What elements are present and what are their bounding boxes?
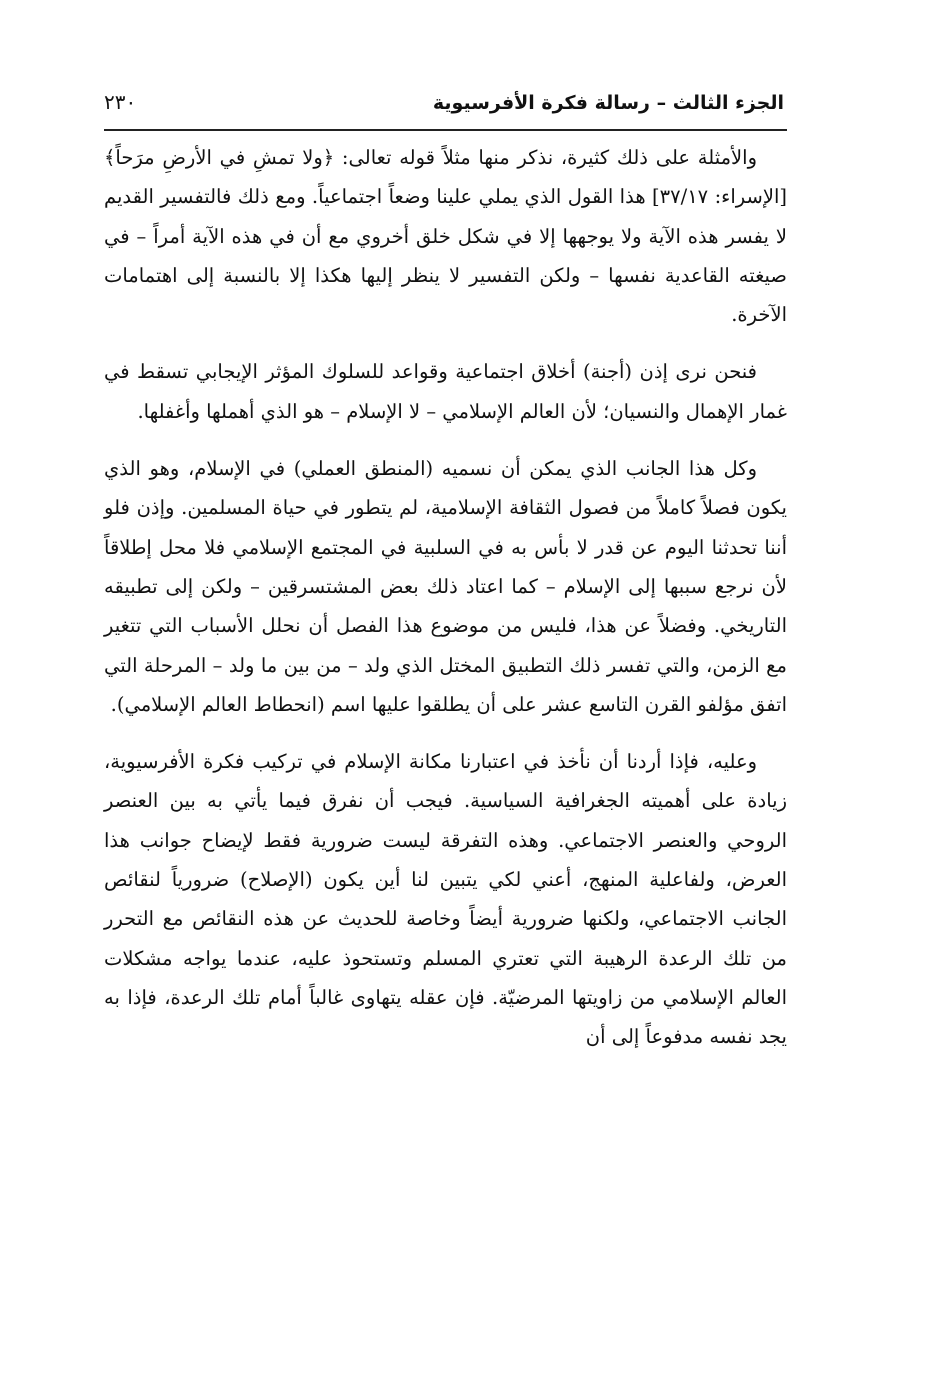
- paragraph-2: فنحن نرى إذن (أجنة) أخلاق اجتماعية وقواعد للسلوك المؤثر الإيجابي تسقط في غمار الإهمال والنسيان؛ لأن العالم الإسلامي – لا الإسلام – هو الذي أهملها وأغفلها.: [104, 360, 787, 423]
- paragraph-4: وعليه، فإذا أردنا أن نأخذ في اعتبارنا مكانة الإسلام في تركيب فكرة الأفرسيوية، زيادة على أهميته الجغرافية السياسية. فيجب أن نفرق فيما يأتي به بين العنصر الروحي والعنصر الاجتماعي. وهذه التفرقة ليست ضرورية فقط لإيضاح جوانب هذا العرض، ولفاعلية المنهج، أعني لكي يتبين لنا أين يكون (الإصلاح) ضرورياً لنقائص الجانب الاجتماعي، ولكنها ضرورية أيضاً وخاصة للحديث عن هذه النقائص مع التحرر من تلك الرعدة الرهيبة التي تعتري المسلم وتستحوذ عليه، عندما يواجه مشكلات العالم الإسلامي من زاويتها المرضيّة. فإن عقله يتهاوى غالباً أمام تلك الرعدة، فإذا به يجد نفسه مدفوعاً إلى أن: [104, 750, 787, 1049]
- body-text: [104, 138, 787, 1057]
- paragraph-1: والأمثلة على ذلك كثيرة، نذكر منها مثلاً قوله تعالى: ﴿ولا تمشِ في الأرضِ مرَحاً﴾ [الإسراء: ٣٧/١٧] هذا القول الذي يملي علينا وضعاً اجتماعياً. ومع ذلك فالتفسير القديم لا يفسر هذه الآية ولا يوجهها إلا في شكل خلق أخروي مع أن في هذه الآية أمراً – في صيغته القاعدية نفسها – ولكن التفسير لا ينظر إليها هكذا إلا بالنسبة إلى اهتمامات الآخرة.: [104, 146, 787, 327]
- paragraph-3: وكل هذا الجانب الذي يمكن أن نسميه (المنطق العملي) في الإسلام، وهو الذي يكون فصلاً كاملاً من فصول الثقافة الإسلامية، لم يتطور في حياة المسلمين. وإذن فلو أننا تحدثنا اليوم عن قدر لا بأس به في السلبية في المجتمع الإسلامي فلا محل إطلاقاً لأن نرجع سببها إلى الإسلام – كما اعتاد ذلك بعض المشتسرقين – ولكن إلى تطبيقه التاريخي. وفضلاً عن هذا، فليس من موضوع هذا الفصل أن نحلل الأسباب التي تتغير مع الزمن، والتي تفسر ذلك التطبيق المختل الذي ولد – من بين ما ولد – المرحلة التي اتفق مؤلفو القرن التاسع عشر على أن يطلقوا عليها اسم (انحطاط العالم الإسلامي).: [104, 457, 787, 716]
- running-header: [104, 86, 784, 126]
- header-divider: [104, 129, 787, 131]
- page-number: ٢٣٠: [104, 90, 137, 114]
- header-title: الجزء الثالث – رسالة فكرة الأفرسيوية: [432, 92, 784, 114]
